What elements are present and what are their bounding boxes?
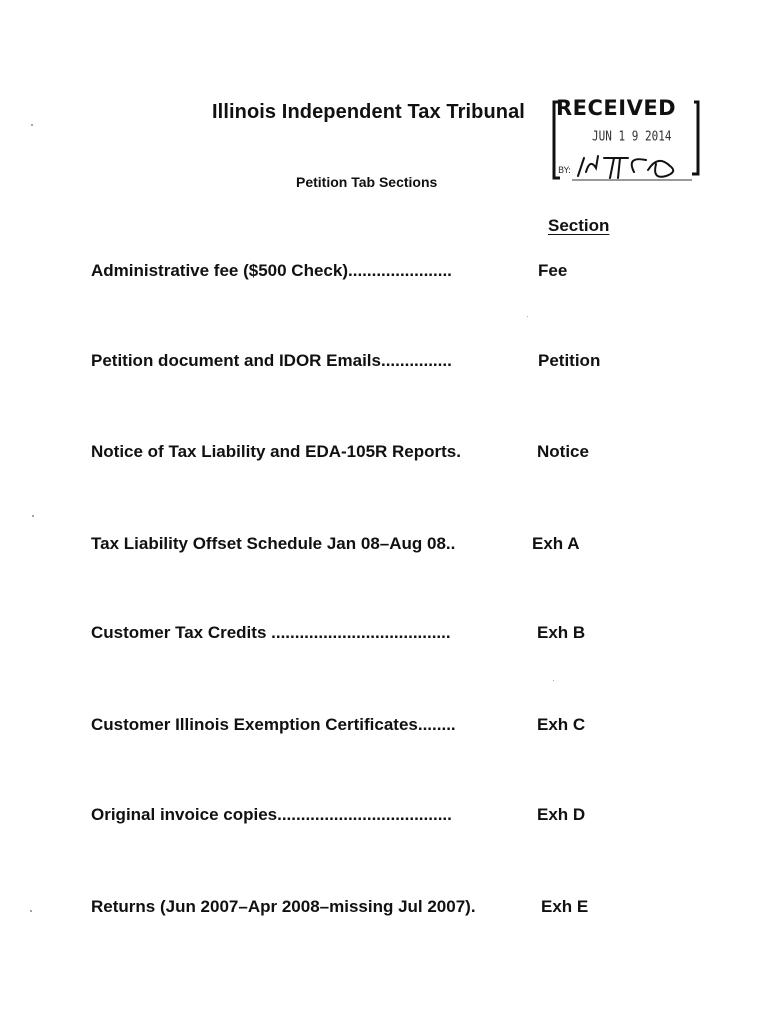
stamp-received-text: RECEIVED xyxy=(556,96,677,120)
row-section: Fee xyxy=(538,261,568,280)
section-column-header: Section xyxy=(548,216,610,235)
row-label: Returns (Jun 2007–Apr 2008–missing Jul 2007). xyxy=(91,897,476,916)
row-label: Customer Tax Credits ...................................... xyxy=(91,623,451,642)
row-label: Administrative fee ($500 Check)...................... xyxy=(91,261,452,280)
row-section: Exh C xyxy=(537,715,586,734)
row-label: Petition document and IDOR Emails............... xyxy=(91,351,452,370)
scan-speck xyxy=(32,515,34,517)
row-label: Tax Liability Offset Schedule Jan 08–Aug 08.. xyxy=(91,534,456,553)
row-label: Notice of Tax Liability and EDA-105R Reports. xyxy=(91,442,461,461)
row-section: Exh E xyxy=(541,897,589,916)
stamp-date: JUN 1 9 2014 xyxy=(592,128,672,145)
scan-speck xyxy=(30,910,32,912)
scan-speck xyxy=(31,124,33,126)
row-label: Customer Illinois Exemption Certificates........ xyxy=(91,715,456,734)
handwritten-signature xyxy=(574,150,694,182)
row-label: Original invoice copies..................................... xyxy=(91,805,452,824)
row-section: Exh D xyxy=(537,805,586,824)
row-section: Notice xyxy=(537,442,589,461)
document-title: Illinois Independent Tax Tribunal xyxy=(212,101,525,123)
row-section: Petition xyxy=(538,351,601,370)
row-section: Exh A xyxy=(532,534,580,553)
scan-speck xyxy=(553,680,554,681)
scan-speck xyxy=(527,316,528,317)
row-section: Exh B xyxy=(537,623,586,642)
stamp-by-label: BY: xyxy=(558,166,572,176)
document-subtitle: Petition Tab Sections xyxy=(296,174,438,190)
received-stamp xyxy=(552,96,702,188)
